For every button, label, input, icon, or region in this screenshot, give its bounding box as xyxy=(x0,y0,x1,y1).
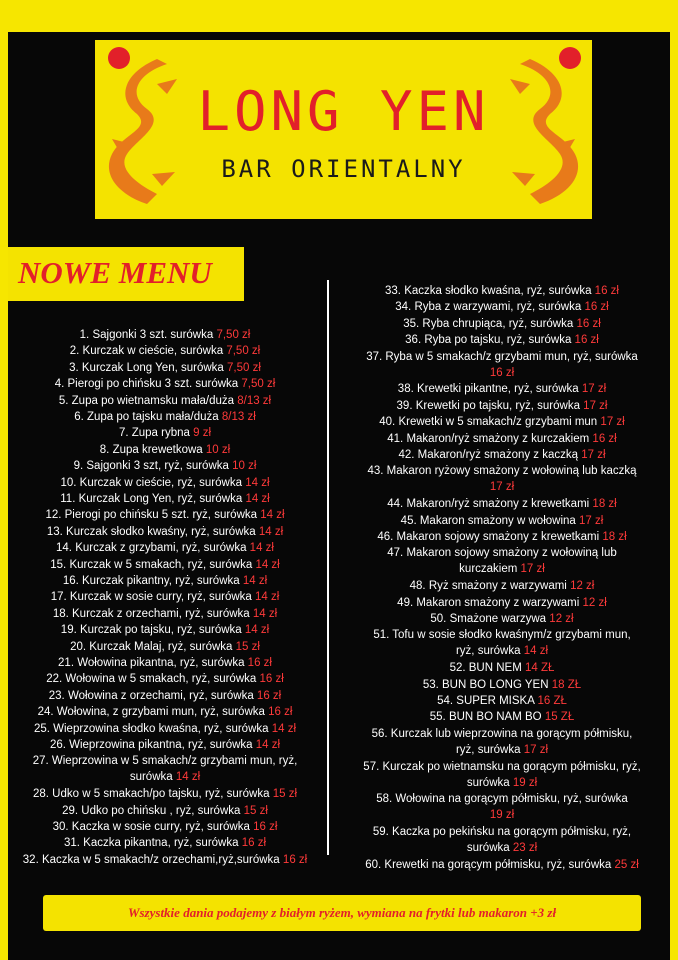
menu-item xyxy=(0,491,330,507)
menu-item xyxy=(336,529,668,545)
restaurant-header xyxy=(95,40,592,219)
menu-item xyxy=(0,524,330,540)
menu-item-name-cont: surówka xyxy=(466,842,510,855)
menu-item xyxy=(336,824,668,856)
menu-item-price: 7,50 zł xyxy=(227,361,261,374)
menu-item-name: 48. Ryż smażony z warzywami xyxy=(409,580,567,593)
menu-item-price: 16 zł xyxy=(241,837,266,850)
menu-item-price: 14 zł xyxy=(245,476,270,489)
menu-item-price: 14 zł xyxy=(175,771,201,784)
menu-item-price: 7,50 zł xyxy=(216,329,251,341)
menu-item xyxy=(336,349,668,381)
menu-item xyxy=(0,557,330,573)
menu-item-price: 19 zł xyxy=(489,809,515,822)
menu-item-price: 10 zł xyxy=(232,460,257,473)
menu-item-price: 17 zł xyxy=(579,514,604,527)
menu-item-name: 14. Kurczak z grzybami, ryż, surówka xyxy=(56,542,247,555)
menu-item xyxy=(0,639,330,655)
menu-item xyxy=(336,677,668,693)
menu-item-price: 10 zł xyxy=(205,443,231,456)
menu-item-price: 8/13 zł xyxy=(221,411,256,423)
menu-item-name-cont: surówka xyxy=(466,776,510,789)
menu-item-price: 16 zł xyxy=(259,673,284,686)
menu-item xyxy=(0,360,330,376)
menu-item xyxy=(336,414,668,430)
menu-item xyxy=(0,786,330,802)
menu-item-price: 15 zł xyxy=(243,804,268,817)
menu-item xyxy=(0,327,330,343)
menu-item-name: 31. Kaczka pikantna, ryż, surówka xyxy=(64,837,239,850)
menu-item-price: 17 zł xyxy=(523,743,549,756)
menu-item-name: 17. Kurczak w sosie curry, ryż, surówka xyxy=(50,591,252,604)
menu-item xyxy=(336,316,668,332)
menu-item-name: 47. Makaron sojowy smażony z wołowiną lub xyxy=(387,547,617,560)
menu-item-name: 41. Makaron/ryż smażony z kurczakiem xyxy=(387,432,590,445)
menu-item xyxy=(0,688,330,704)
menu-item-price: 16 zł xyxy=(594,285,619,297)
menu-item xyxy=(336,595,668,611)
menu-item xyxy=(0,655,330,671)
menu-item-price: 14 zł xyxy=(252,607,278,620)
menu-item-price: 16 zł xyxy=(584,301,609,314)
menu-item-price: 16 zł xyxy=(574,334,599,347)
menu-item xyxy=(0,376,330,392)
menu-item xyxy=(0,343,330,359)
menu-item-name: 20. Kurczak Malaj, ryż, surówka xyxy=(70,640,233,653)
menu-item xyxy=(0,409,330,425)
menu-item xyxy=(336,611,668,627)
menu-item-name: 22. Wołowina w 5 smakach, ryż, surówka xyxy=(46,673,257,686)
menu-item-name: 3. Kurczak Long Yen, surówka xyxy=(69,361,224,374)
menu-item-price: 14 zł xyxy=(245,493,270,505)
menu-item-price: 16 zł xyxy=(592,432,617,445)
menu-item-name: 42. Makaron/ryż smażony z kaczką xyxy=(398,449,579,461)
menu-item-price: 17 zł xyxy=(581,383,607,396)
menu-item xyxy=(336,447,668,463)
menu-item-price: 14 zł xyxy=(271,722,297,735)
menu-item-name: 57. Kurczak po wietnamsku na gorącym półmisku, ryż, xyxy=(363,760,641,773)
menu-item-price: 14 ZŁ xyxy=(525,662,555,675)
menu-item xyxy=(336,463,668,495)
menu-item-name: 26. Wieprzowina pikantna, ryż, surówka xyxy=(49,739,253,751)
menu-item-name: 36. Ryba po tajsku, ryż, surówka xyxy=(405,334,572,347)
menu-item-price: 16 zł xyxy=(247,657,272,669)
menu-item-price: 23 zł xyxy=(512,842,538,855)
menu-item xyxy=(336,513,668,529)
dragon-right-icon xyxy=(498,44,590,214)
footer-note-box xyxy=(43,895,641,931)
menu-item-price: 17 zł xyxy=(581,449,606,461)
menu-item-name: 51. Tofu w sosie słodko kwaśnym/z grzybami mun, xyxy=(373,629,631,642)
menu-item xyxy=(0,606,330,622)
menu-item-price: 14 zł xyxy=(523,645,549,658)
menu-item xyxy=(336,578,668,594)
menu-item-price: 9 zł xyxy=(193,427,212,440)
menu-item-name-cont: kurczakiem xyxy=(459,563,518,576)
menu-item xyxy=(0,442,330,458)
menu-item-price: 14 zł xyxy=(249,542,274,555)
menu-item-price: 17 zł xyxy=(583,399,608,412)
menu-item xyxy=(0,721,330,737)
menu-item xyxy=(0,475,330,491)
menu-item-price: 18 zł xyxy=(592,498,617,511)
menu-item xyxy=(336,381,668,397)
menu-item-name: 5. Zupa po wietnamsku mała/duża xyxy=(58,394,235,407)
menu-item xyxy=(0,425,330,441)
menu-item xyxy=(336,283,668,299)
menu-item-name: 19. Kurczak po tajsku, ryż, surówka xyxy=(60,624,242,637)
menu-item-price: 8/13 zł xyxy=(237,394,272,407)
menu-item-name: 16. Kurczak pikantny, ryż, surówka xyxy=(62,575,240,587)
menu-item-name: 34. Ryba z warzywami, ryż, surówka xyxy=(395,301,582,314)
menu-item-name: 8. Zupa krewetkowa xyxy=(99,443,203,456)
menu-item-price: 16 zł xyxy=(268,706,293,719)
menu-item-name: 33. Kaczka słodko kwaśna, ryż, surówka xyxy=(385,285,592,297)
menu-item-name: 60. Krewetki na gorącym półmisku, ryż, surówka xyxy=(365,859,612,871)
menu-item xyxy=(336,759,668,791)
menu-item xyxy=(0,458,330,474)
menu-item-name: 59. Kaczka po pekińsku na gorącym półmisku, ryż, xyxy=(372,826,632,839)
menu-item-name: 4. Pierogi po chińsku 3 szt. surówka xyxy=(54,378,239,391)
menu-item-name: 18. Kurczak z orzechami, ryż, surówka xyxy=(52,607,250,620)
menu-item-price: 18 zł xyxy=(602,531,627,543)
menu-item-name: 28. Udko w 5 smakach/po tajsku, ryż, surówka xyxy=(33,788,270,801)
menu-item-price: 25 zł xyxy=(614,859,639,871)
menu-item xyxy=(0,835,330,851)
menu-item-price: 19 zł xyxy=(512,776,538,789)
menu-item-price: 17 zł xyxy=(520,563,545,576)
menu-item-price: 15 ZŁ xyxy=(544,711,575,724)
menu-item-name: 11. Kurczak Long Yen, ryż, surówka xyxy=(60,493,243,505)
menu-item xyxy=(0,589,330,605)
menu-item-name: 32. Kaczka w 5 smakach/z orzechami,ryż,surówka xyxy=(22,853,280,866)
menu-item-price: 16 zł xyxy=(489,366,515,379)
menu-item-name: 56. Kurczak lub wieprzowina na gorącym półmisku, xyxy=(371,727,633,740)
menu-item xyxy=(336,726,668,758)
menu-item-name: 38. Krewetki pikantne, ryż, surówka xyxy=(397,383,579,396)
menu-item-price: 14 zł xyxy=(242,575,268,587)
menu-item-price: 14 zł xyxy=(258,525,284,538)
menu-item xyxy=(0,704,330,720)
menu-item xyxy=(0,737,330,753)
menu-item xyxy=(336,709,668,725)
menu-item-name: 46. Makaron sojowy smażony z krewetkami xyxy=(377,531,600,543)
menu-item-name: 49. Makaron smażony z warzywami xyxy=(397,596,580,609)
menu-item-price: 16 zł xyxy=(253,821,278,833)
menu-item xyxy=(0,803,330,819)
menu-item-name: 9. Sajgonki 3 szt, ryż, surówka xyxy=(73,460,229,473)
menu-item xyxy=(0,573,330,589)
menu-item-name: 40. Krewetki w 5 smakach/z grzybami mun xyxy=(379,416,598,429)
menu-item-price: 12 zł xyxy=(549,613,574,625)
menu-item-price: 14 zł xyxy=(255,739,281,751)
menu-item-name: 50. Smażone warzywa xyxy=(430,613,547,625)
menu-item-name-cont: ryż, surówka xyxy=(455,743,521,756)
menu-item-name: 24. Wołowina, z grzybami mun, ryż, surówka xyxy=(37,706,265,719)
menu-item-name: 30. Kaczka w sosie curry, ryż, surówka xyxy=(52,821,250,833)
menu-item-name: 23. Wołowina z orzechami, ryż, surówka xyxy=(48,689,254,702)
menu-item xyxy=(0,507,330,523)
menu-item-price: 16 zł xyxy=(576,317,601,330)
menu-item-price: 12 zł xyxy=(582,596,607,609)
menu-item-name: 6. Zupa po tajsku mała/duża xyxy=(74,411,219,423)
menu-item-name: 15. Kurczak w 5 smakach, ryż, surówka xyxy=(50,558,253,571)
menu-item-name: 44. Makaron/ryż smażony z krewetkami xyxy=(387,498,590,511)
menu-item-name: 12. Pierogi po chińsku 5 szt. ryż, surówka xyxy=(45,509,258,522)
menu-item-name: 53. BUN BO LONG YEN xyxy=(422,678,549,691)
menu-item-price: 14 zł xyxy=(255,558,280,571)
menu-item-price: 15 zł xyxy=(235,640,260,653)
menu-item-name: 10. Kurczak w cieście, ryż, surówka xyxy=(60,476,242,489)
restaurant-subtitle: BAR ORIENTALNY xyxy=(221,155,466,183)
menu-item-name: 35. Ryba chrupiąca, ryż, surówka xyxy=(403,317,574,330)
menu-item xyxy=(0,540,330,556)
menu-item xyxy=(336,496,668,512)
menu-item-name: 2. Kurczak w cieście, surówka xyxy=(69,345,224,358)
menu-item-price: 14 zł xyxy=(255,591,280,604)
menu-item-price: 17 zł xyxy=(489,481,515,494)
menu-item-name: 37. Ryba w 5 smakach/z grzybami mun, ryż, surówka xyxy=(366,350,638,363)
menu-item xyxy=(336,857,668,873)
menu-item xyxy=(336,791,668,823)
menu-item-price: 16 zł xyxy=(282,853,308,866)
menu-item-price: 15 zł xyxy=(272,788,297,801)
menu-item xyxy=(336,627,668,659)
menu-item-price: 18 ZŁ xyxy=(551,678,582,691)
menu-item-price: 16 ZŁ xyxy=(537,695,567,707)
menu-item xyxy=(336,332,668,348)
menu-item-name: 7. Zupa rybna xyxy=(118,427,190,440)
menu-item-name-cont: ryż, surówka xyxy=(455,645,521,658)
menu-item xyxy=(0,852,330,868)
menu-item-price: 16 zł xyxy=(256,689,282,702)
menu-item-price: 14 zł xyxy=(244,624,270,637)
menu-item xyxy=(0,671,330,687)
menu-item-name: 13. Kurczak słodko kwaśny, ryż, surówka xyxy=(46,525,256,538)
menu-item xyxy=(0,393,330,409)
menu-item xyxy=(336,545,668,577)
menu-item-name: 21. Wołowina pikantna, ryż, surówka xyxy=(58,657,245,669)
menu-item-name: 45. Makaron smażony w wołowina xyxy=(400,514,576,527)
menu-item xyxy=(336,299,668,315)
menu-item xyxy=(336,693,668,709)
menu-item-name: 1. Sajgonki 3 szt. surówka xyxy=(79,329,214,341)
menu-item-name: 55. BUN BO NAM BO xyxy=(429,711,542,724)
new-menu-banner xyxy=(8,247,244,301)
menu-item xyxy=(336,660,668,676)
menu-item-name: 52. BUN NEM xyxy=(449,662,522,675)
menu-item-name: 58. Wołowina na gorącym półmisku, ryż, surówka xyxy=(376,793,628,806)
menu-item xyxy=(336,398,668,414)
menu-item-price: 12 zł xyxy=(570,580,595,593)
menu-item-name: 25. Wieprzowina słodko kwaśna, ryż, surówka xyxy=(33,722,269,735)
menu-item-price: 7,50 zł xyxy=(241,378,276,391)
menu-item xyxy=(336,431,668,447)
menu-item-name: 29. Udko po chińsku , ryż, surówka xyxy=(62,804,241,817)
footer-note: Wszystkie dania podajemy z białym ryżem, wymiana na frytki lub makaron +3 zł xyxy=(127,905,557,920)
menu-item-name: 39. Krewetki po tajsku, ryż, surówka xyxy=(396,399,580,412)
menu-item xyxy=(0,622,330,638)
menu-item-name: 54. SUPER MISKA xyxy=(437,695,535,707)
menu-item-name: 43. Makaron ryżowy smażony z wołowiną lub kaczką xyxy=(367,465,637,478)
menu-item-name-cont: surówka xyxy=(129,771,173,784)
menu-item xyxy=(0,819,330,835)
menu-item-name: 27. Wieprzowina w 5 smakach/z grzybami mun, ryż, xyxy=(32,755,298,768)
new-menu-label: NOWE MENU xyxy=(18,255,212,290)
menu-item-price: 17 zł xyxy=(600,416,625,429)
restaurant-name: LONG YEN xyxy=(197,80,490,143)
menu-item-price: 7,50 zł xyxy=(226,345,261,358)
menu-item xyxy=(0,753,330,785)
menu-item-price: 14 zł xyxy=(260,509,285,522)
